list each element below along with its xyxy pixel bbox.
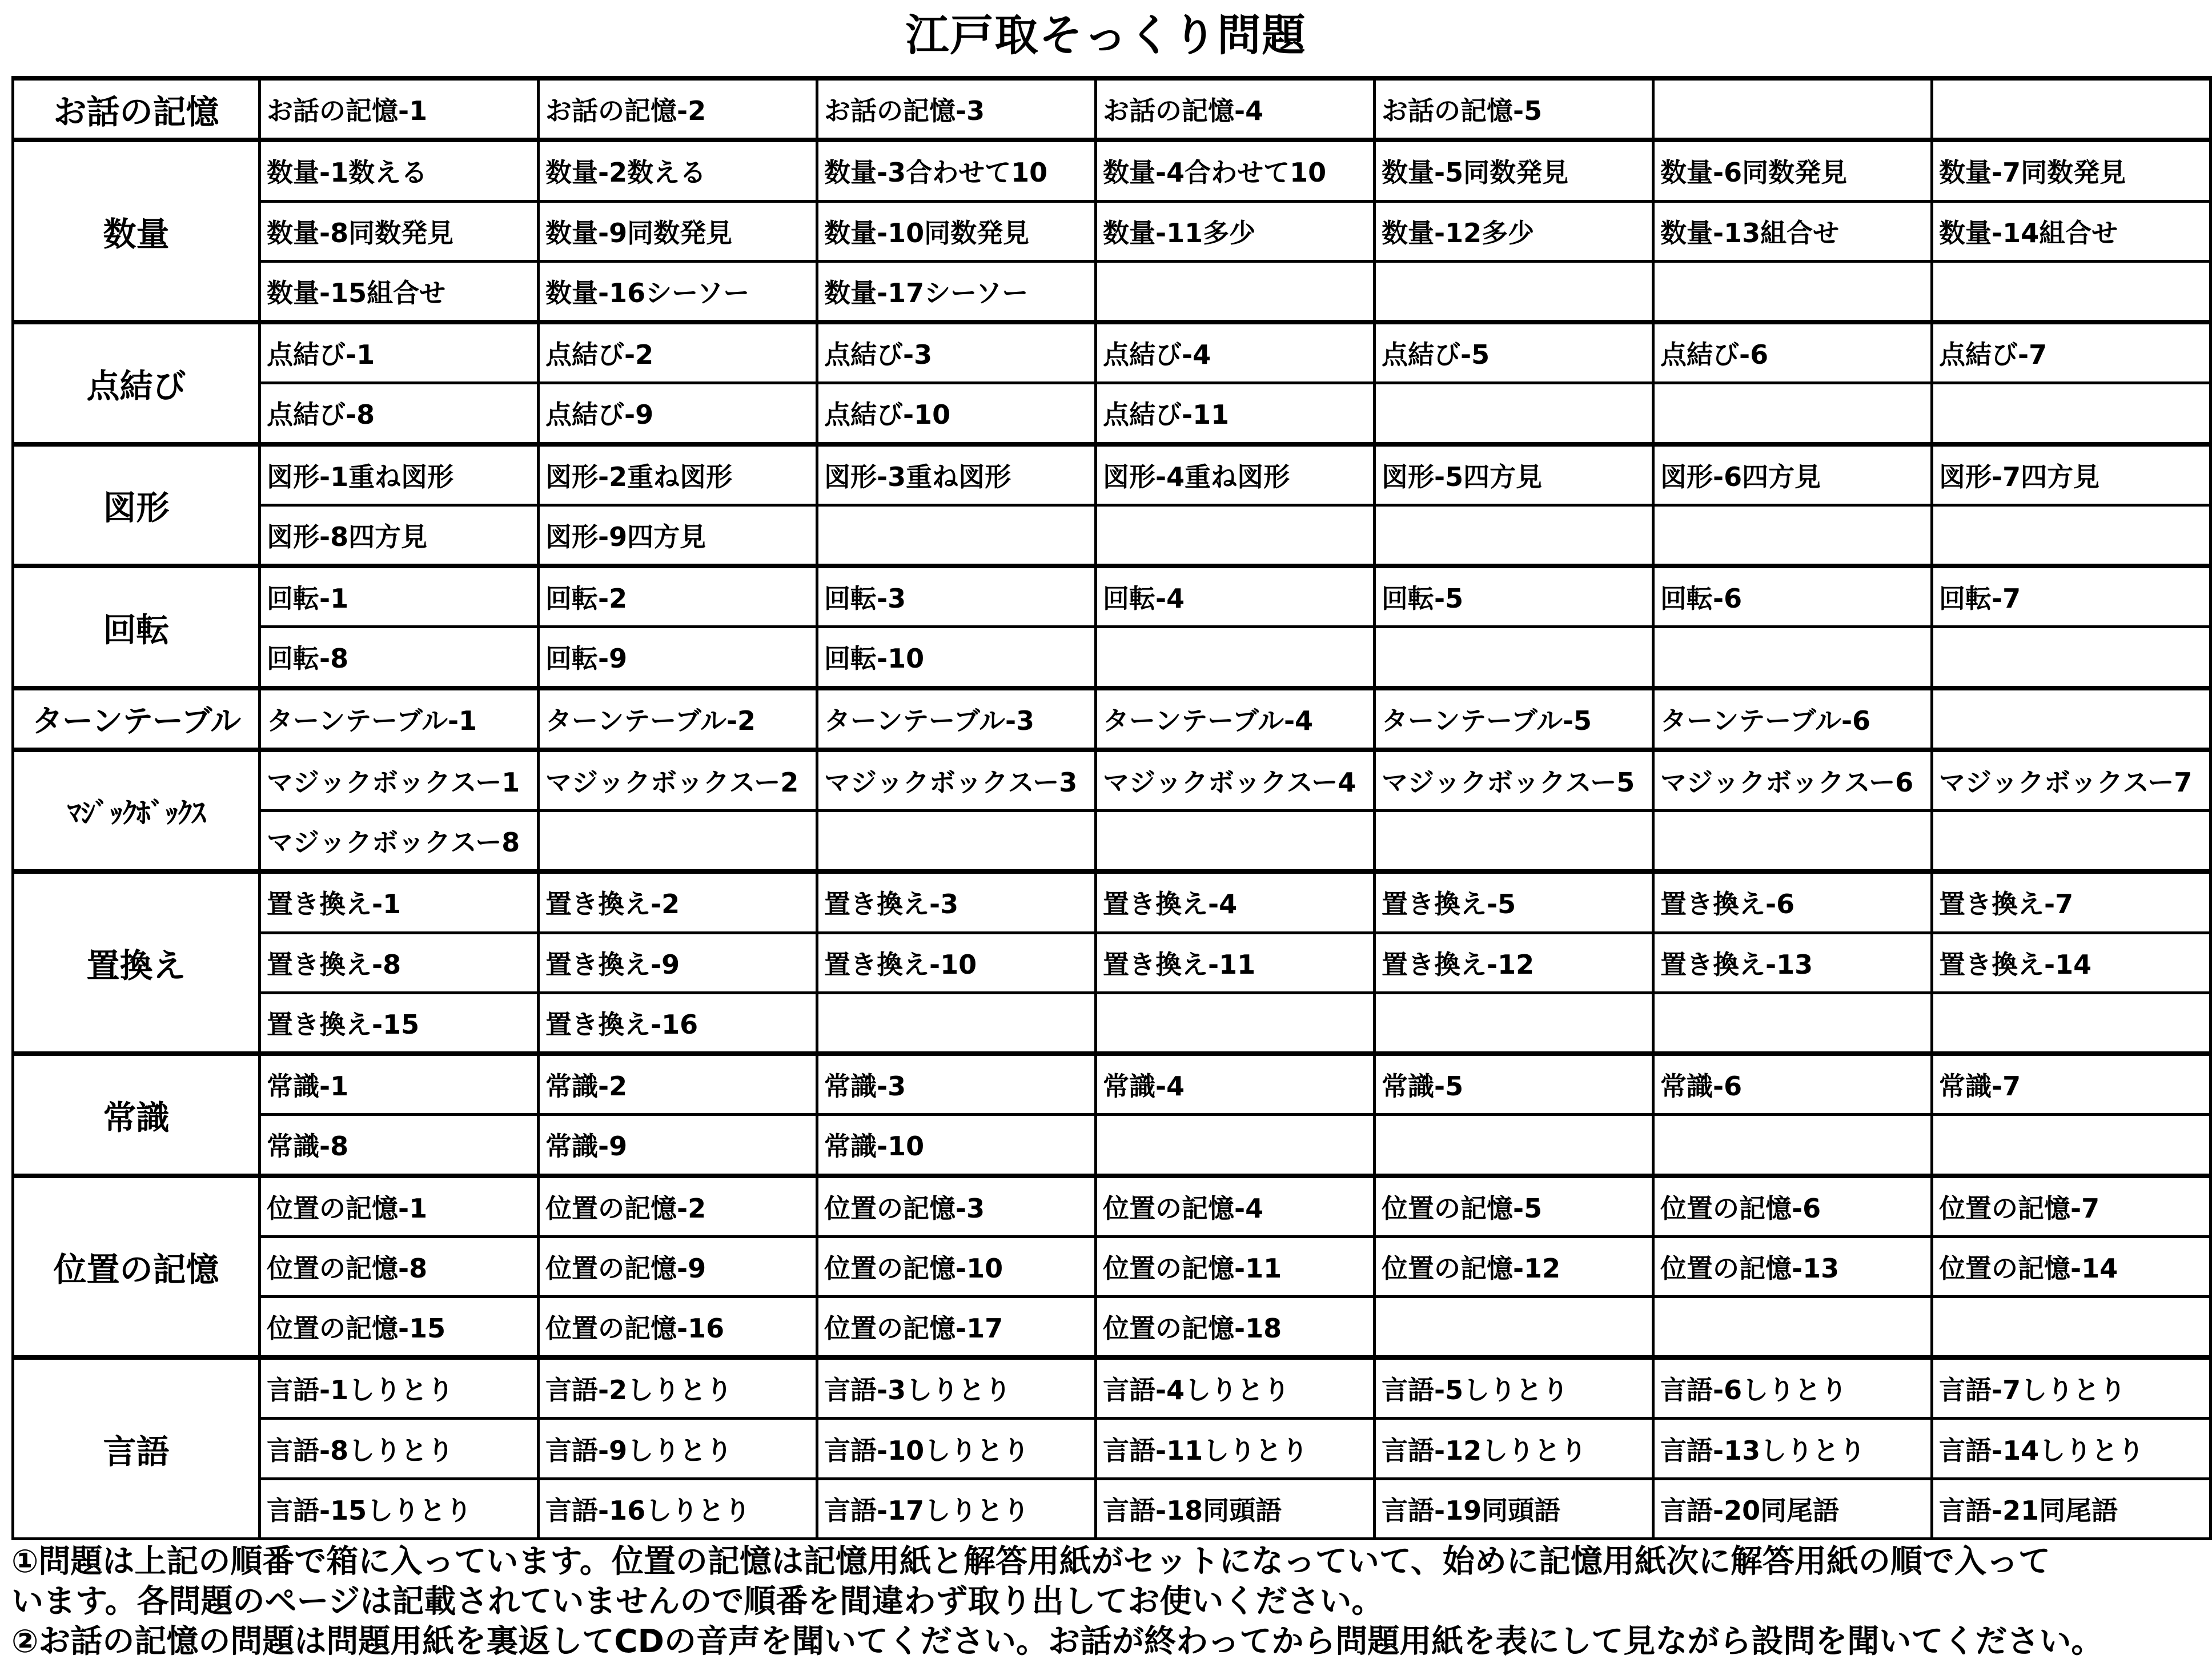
note-line: ①問題は上記の順番で箱に入っています。位置の記憶は記憶用紙と解答用紙がセットになっていて、始めに記憶用紙次に解答用紙の順で入って [11,1543,2050,1580]
problem-cell: 置き換え-5 [1375,871,1653,933]
problem-cell: マジックボックスー5 [1375,750,1653,811]
problem-cell: 常識-6 [1653,1054,1932,1115]
table-row [13,444,2211,505]
problem-cell [1096,505,1375,566]
problem-cell: 常識-9 [539,1115,817,1176]
table-row [13,688,2211,750]
problem-cell: 常識-7 [1932,1054,2211,1115]
problem-cell: 常識-10 [817,1115,1096,1176]
problem-cell: 常識-3 [817,1054,1096,1115]
problem-cell [1932,1115,2211,1176]
table-row [13,322,2211,383]
problem-cell: 数量-15組合せ [260,261,539,322]
problem-cell [1375,261,1653,322]
category-label: 常識 [13,1054,260,1176]
table-row [13,1357,2211,1419]
problem-cell: 位置の記憶-8 [260,1236,539,1296]
problem-cell: お話の記憶-3 [817,78,1096,140]
table-row [13,383,2211,444]
problem-cell: 位置の記憶-3 [817,1176,1096,1237]
problem-cell: 置き換え-15 [260,993,539,1054]
problem-cell: 常識-5 [1375,1054,1653,1115]
problem-cell: 位置の記憶-15 [260,1296,539,1357]
problem-cell: 数量-16シーソー [539,261,817,322]
problem-cell [1096,261,1375,322]
problem-cell: 位置の記憶-10 [817,1236,1096,1296]
problem-cell: マジックボックスー8 [260,811,539,872]
problem-cell: ターンテーブル-1 [260,688,539,750]
problem-cell: マジックボックスー1 [260,750,539,811]
problem-cell: 位置の記憶-5 [1375,1176,1653,1237]
problem-cell: 置き換え-9 [539,933,817,993]
problem-cell: 言語-7しりとり [1932,1357,2211,1419]
problem-cell [1932,505,2211,566]
table-row [13,933,2211,993]
problem-cell: 置き換え-7 [1932,871,2211,933]
problem-cell: マジックボックスー7 [1932,750,2211,811]
category-label: お話の記憶 [13,78,260,140]
problem-cell: お話の記憶-5 [1375,78,1653,140]
problem-cell: 置き換え-12 [1375,933,1653,993]
problem-cell [1932,811,2211,872]
problem-cell: マジックボックスー6 [1653,750,1932,811]
table-row [13,505,2211,566]
problem-cell: 点結び-5 [1375,322,1653,383]
problem-cell: 言語-15しりとり [260,1479,539,1539]
problem-cell: 数量-1数える [260,140,539,201]
problem-cell: マジックボックスー4 [1096,750,1375,811]
problem-cell: 置き換え-11 [1096,933,1375,993]
problem-cell: 言語-21同尾語 [1932,1479,2211,1539]
problem-cell: 数量-8同数発見 [260,201,539,261]
category-label: 数量 [13,140,260,322]
problem-cell: 図形-6四方見 [1653,444,1932,505]
note-line: ②お話の記憶の問題は問題用紙を裏返してCDの音声を聞いてください。お話が終わってから問題用紙を表にして見ながら設問を聞いてください。 [11,1623,2103,1660]
problem-cell: 点結び-10 [817,383,1096,444]
problem-cell [539,811,817,872]
problem-cell: 数量-9同数発見 [539,201,817,261]
problem-cell: 回転-1 [260,566,539,627]
table-row [13,1419,2211,1479]
table-row [13,750,2211,811]
problem-cell: 位置の記憶-9 [539,1236,817,1296]
table-row [13,1479,2211,1539]
table-row [13,78,2211,140]
problem-cell: 数量-13組合せ [1653,201,1932,261]
problem-cell: 位置の記憶-11 [1096,1236,1375,1296]
table-row [13,1115,2211,1176]
problem-cell: 回転-3 [817,566,1096,627]
problem-cell: 置き換え-6 [1653,871,1932,933]
problem-cell [1096,627,1375,688]
problem-cell: 位置の記憶-18 [1096,1296,1375,1357]
problem-cell: お話の記憶-1 [260,78,539,140]
problem-cell [1375,1296,1653,1357]
problem-cell [1653,505,1932,566]
problem-cell: 言語-4しりとり [1096,1357,1375,1419]
problem-cell: お話の記憶-2 [539,78,817,140]
problem-cell: 数量-14組合せ [1932,201,2211,261]
problem-cell: 言語-5しりとり [1375,1357,1653,1419]
problem-cell [1932,78,2211,140]
problem-cell [817,505,1096,566]
problem-cell: 数量-12多少 [1375,201,1653,261]
problem-cell: 言語-6しりとり [1653,1357,1932,1419]
category-label: 言語 [13,1357,260,1539]
problem-cell: 言語-8しりとり [260,1419,539,1479]
problem-cell: 回転-10 [817,627,1096,688]
problem-cell [1932,627,2211,688]
problem-cell: 言語-17しりとり [817,1479,1096,1539]
problem-cell: ターンテーブル-3 [817,688,1096,750]
problem-list-table [11,76,2212,1540]
problem-cell: 図形-4重ね図形 [1096,444,1375,505]
problem-cell: 図形-3重ね図形 [817,444,1096,505]
table-row [13,1054,2211,1115]
problem-cell [1375,505,1653,566]
problem-cell: 置き換え-16 [539,993,817,1054]
problem-cell [1375,627,1653,688]
category-label: 点結び [13,322,260,444]
table-row [13,261,2211,322]
problem-cell [1375,1115,1653,1176]
problem-cell: 図形-2重ね図形 [539,444,817,505]
problem-cell: 数量-10同数発見 [817,201,1096,261]
problem-cell: 数量-4合わせて10 [1096,140,1375,201]
problem-cell [1096,993,1375,1054]
problem-cell: 数量-3合わせて10 [817,140,1096,201]
problem-cell: 言語-9しりとり [539,1419,817,1479]
problem-cell: 回転-9 [539,627,817,688]
problem-cell: 図形-9四方見 [539,505,817,566]
table-row [13,1296,2211,1357]
problem-cell: 位置の記憶-6 [1653,1176,1932,1237]
category-label: 回転 [13,566,260,688]
problem-cell [1653,383,1932,444]
problem-cell: ターンテーブル-4 [1096,688,1375,750]
problem-cell: 置き換え-3 [817,871,1096,933]
problem-cell [817,811,1096,872]
problem-cell: 点結び-2 [539,322,817,383]
problem-cell: 位置の記憶-4 [1096,1176,1375,1237]
category-label: ターンテーブル [13,688,260,750]
problem-cell: 常識-1 [260,1054,539,1115]
problem-cell: マジックボックスー2 [539,750,817,811]
problem-cell: 点結び-9 [539,383,817,444]
problem-cell: 点結び-7 [1932,322,2211,383]
problem-cell: 位置の記憶-14 [1932,1236,2211,1296]
notes [11,1542,2205,1662]
problem-cell: 図形-8四方見 [260,505,539,566]
problem-cell: 言語-12しりとり [1375,1419,1653,1479]
problem-cell: ターンテーブル-2 [539,688,817,750]
category-label: ﾏｼﾞｯｸﾎﾞｯｸｽ [13,750,260,872]
problem-cell: 位置の記憶-16 [539,1296,817,1357]
problem-cell: 点結び-8 [260,383,539,444]
problem-cell: 常識-4 [1096,1054,1375,1115]
category-label: 位置の記憶 [13,1176,260,1358]
problem-cell: 置き換え-4 [1096,871,1375,933]
table-row [13,566,2211,627]
problem-cell: 図形-7四方見 [1932,444,2211,505]
problem-cell [1096,1115,1375,1176]
problem-cell [1932,261,2211,322]
problem-cell [1653,1296,1932,1357]
table-row [13,627,2211,688]
table-row [13,871,2211,933]
problem-cell: 数量-2数える [539,140,817,201]
problem-cell: 言語-13しりとり [1653,1419,1932,1479]
problem-cell: 置き換え-1 [260,871,539,933]
problem-cell: 図形-5四方見 [1375,444,1653,505]
problem-cell: 置き換え-10 [817,933,1096,993]
problem-cell: 数量-17シーソー [817,261,1096,322]
note-line: います。各問題のページは記載されていませんので順番を間違わず取り出してお使いください。 [11,1583,1384,1620]
problem-cell: 位置の記憶-7 [1932,1176,2211,1237]
problem-cell: 言語-2しりとり [539,1357,817,1419]
problem-cell: 言語-20同尾語 [1653,1479,1932,1539]
problem-cell: 点結び-4 [1096,322,1375,383]
problem-cell [1932,383,2211,444]
problem-cell [1653,261,1932,322]
problem-cell: 位置の記憶-12 [1375,1236,1653,1296]
table-row [13,140,2211,201]
problem-cell [1932,688,2211,750]
problem-cell [817,993,1096,1054]
problem-cell [1375,811,1653,872]
problem-cell: 回転-2 [539,566,817,627]
table-row [13,1176,2211,1237]
problem-cell: マジックボックスー3 [817,750,1096,811]
problem-cell: 点結び-11 [1096,383,1375,444]
problem-cell: 言語-16しりとり [539,1479,817,1539]
table-row [13,811,2211,872]
problem-cell: 位置の記憶-17 [817,1296,1096,1357]
problem-cell: 言語-14しりとり [1932,1419,2211,1479]
category-label: 置換え [13,871,260,1054]
problem-cell [1932,1296,2211,1357]
problem-cell: 回転-8 [260,627,539,688]
problem-cell: 数量-11多少 [1096,201,1375,261]
problem-cell [1375,383,1653,444]
problem-cell: 常識-2 [539,1054,817,1115]
problem-cell: 言語-18同頭語 [1096,1479,1375,1539]
problem-cell: 数量-5同数発見 [1375,140,1653,201]
problem-cell [1653,78,1932,140]
problem-cell: 位置の記憶-13 [1653,1236,1932,1296]
problem-cell: 回転-7 [1932,566,2211,627]
problem-cell: 言語-11しりとり [1096,1419,1375,1479]
table-row [13,201,2211,261]
problem-cell [1653,1115,1932,1176]
problem-cell: 置き換え-8 [260,933,539,993]
problem-cell: 回転-6 [1653,566,1932,627]
problem-cell: 図形-1重ね図形 [260,444,539,505]
problem-cell [1653,627,1932,688]
problem-cell: 数量-6同数発見 [1653,140,1932,201]
problem-cell: 位置の記憶-1 [260,1176,539,1237]
problem-cell [1653,811,1932,872]
problem-cell: 回転-5 [1375,566,1653,627]
problem-cell [1375,993,1653,1054]
problem-cell: 常識-8 [260,1115,539,1176]
problem-cell: ターンテーブル-6 [1653,688,1932,750]
problem-cell: 数量-7同数発見 [1932,140,2211,201]
problem-cell: ターンテーブル-5 [1375,688,1653,750]
problem-cell: 点結び-1 [260,322,539,383]
category-label: 図形 [13,444,260,567]
problem-cell: 点結び-3 [817,322,1096,383]
problem-cell: 置き換え-13 [1653,933,1932,993]
page-title: 江戸取そっくり問題 [905,10,1307,61]
problem-cell [1932,993,2211,1054]
table-row [13,1236,2211,1296]
problem-cell: 置き換え-2 [539,871,817,933]
problem-cell: お話の記憶-4 [1096,78,1375,140]
problem-cell: 言語-3しりとり [817,1357,1096,1419]
problem-cell: 回転-4 [1096,566,1375,627]
table-row [13,993,2211,1054]
problem-cell: 言語-1しりとり [260,1357,539,1419]
problem-cell: 置き換え-14 [1932,933,2211,993]
problem-cell [1096,811,1375,872]
problem-cell: 言語-19同頭語 [1375,1479,1653,1539]
problem-cell [1653,993,1932,1054]
problem-cell: 点結び-6 [1653,322,1932,383]
problem-cell: 位置の記憶-2 [539,1176,817,1237]
problem-cell: 言語-10しりとり [817,1419,1096,1479]
